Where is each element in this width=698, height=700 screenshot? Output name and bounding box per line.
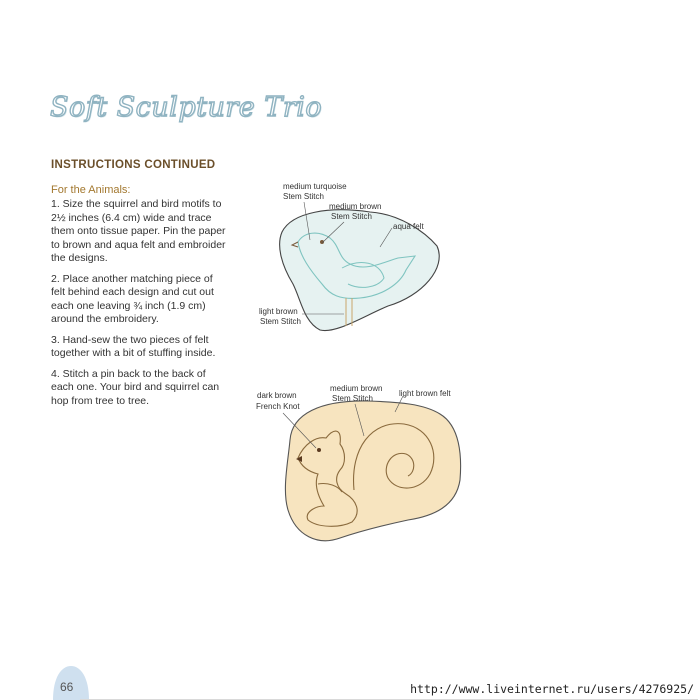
step-3: 3. Hand-sew the two pieces of felt together with a bit of stuffing inside. [51, 333, 216, 359]
step-4: 4. Stitch a pin back to the back of each one. Your bird and squirrel can hop from tree to tree. [51, 367, 220, 407]
section-heading: INSTRUCTIONS CONTINUED [51, 159, 216, 171]
label-light-brown-1: light brown [259, 307, 298, 316]
step-2: 2. Place another matching piece of felt behind each design and cut out each one leaving ¾ inch (1.9 cm) around the embroidery. [51, 272, 214, 325]
label-brown-2: Stem Stitch [331, 212, 372, 221]
label-french-knot: French Knot [256, 402, 300, 411]
step-1: 1. Size the squirrel and bird motifs to 2½ inches (6.4 cm) wide and trace them onto tissue paper. Pin the paper to brown and aqua felt and embroider the designs. [51, 198, 226, 264]
bird-diagram [259, 182, 439, 331]
label-squirrel-brown-2: Stem Stitch [332, 394, 373, 403]
watermark-url: http://www.liveinternet.ru/users/4276925/ [410, 682, 694, 696]
label-dark-brown: dark brown [257, 391, 297, 400]
label-light-brown-2: Stem Stitch [260, 317, 301, 326]
label-turquoise-2: Stem Stitch [283, 192, 324, 201]
label-turquoise-1: medium turquoise [283, 182, 347, 191]
squirrel-tan-felt-shape [285, 401, 460, 541]
subheading: For the Animals: [51, 184, 131, 196]
label-light-brown-felt: light brown felt [399, 389, 451, 398]
label-squirrel-brown-1: medium brown [330, 384, 383, 393]
label-aqua-felt: aqua felt [393, 222, 424, 231]
page-number: 66 [60, 680, 74, 694]
page-title: Soft Sculpture Trio [50, 92, 323, 123]
squirrel-eye [317, 448, 321, 452]
label-brown-1: medium brown [329, 202, 382, 211]
squirrel-diagram [256, 384, 461, 541]
